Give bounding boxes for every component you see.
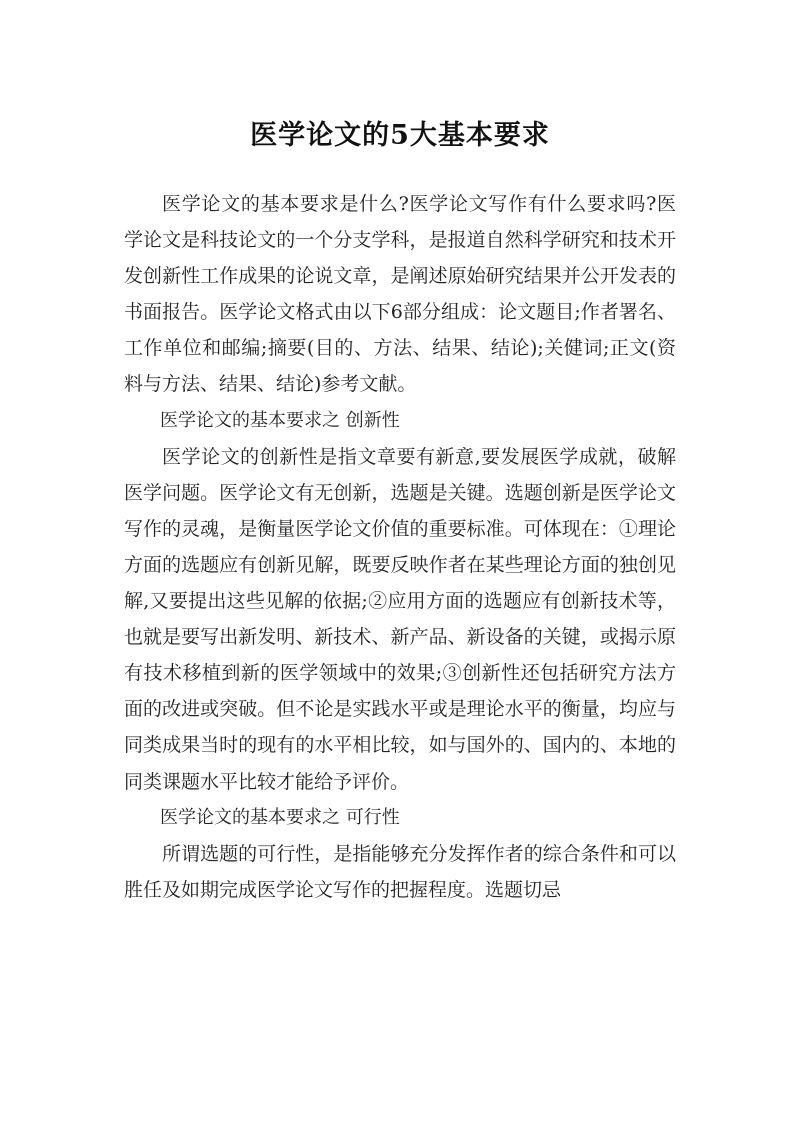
- document-title: 医学论文的5大基本要求: [250, 120, 550, 152]
- intro-paragraph: 医学论文的基本要求是什么?医学论文写作有什么要求吗?医学论文是科技论文的一个分支学科，是报道自然科学研究和技术开发创新性工作成果的论说文章，是阐述原始研究结果并公开发表的书面报告。医学论文格式由以下6部分组成：论文题目;作者署名、工作单位和邮编;摘要(目的、方法、结果、结论);关健词;正文(资料与方法、结果、结论)参考文献。: [124, 193, 676, 396]
- section-heading-innovation: 医学论文的基本要求之 创新性: [160, 409, 400, 431]
- innovation-paragraph: 医学论文的创新性是指文章要有新意,要发展医学成就，破解医学问题。医学论文有无创新，选题是关键。选题创新是医学论文写作的灵魂，是衡量医学论文价值的重要标准。可体现在：①理论方面的选题应有创新见解，既要反映作者在某些理论方面的独创见解,又要提出这些见解的依据;②应用方面的选题应有创新技术等，也就是要写出新发明、新技术、新产品、新设备的关键，或揭示原有技术移植到新的医学领域中的效果;③创新性还包括研究方法方面的改进或突破。但不论是实践水平或是理论水平的衡量，均应与同类成果当时的现有的水平相比较，如与国外的、国内的、本地的同类课题水平比较才能给予评价。: [124, 445, 676, 793]
- section-heading-feasibility: 医学论文的基本要求之 可行性: [160, 806, 400, 828]
- feasibility-paragraph: 所谓选题的可行性，是指能够充分发挥作者的综合条件和可以胜任及如期完成医学论文写作的把握程度。选题切忌: [124, 842, 676, 901]
- document-body: [124, 186, 676, 908]
